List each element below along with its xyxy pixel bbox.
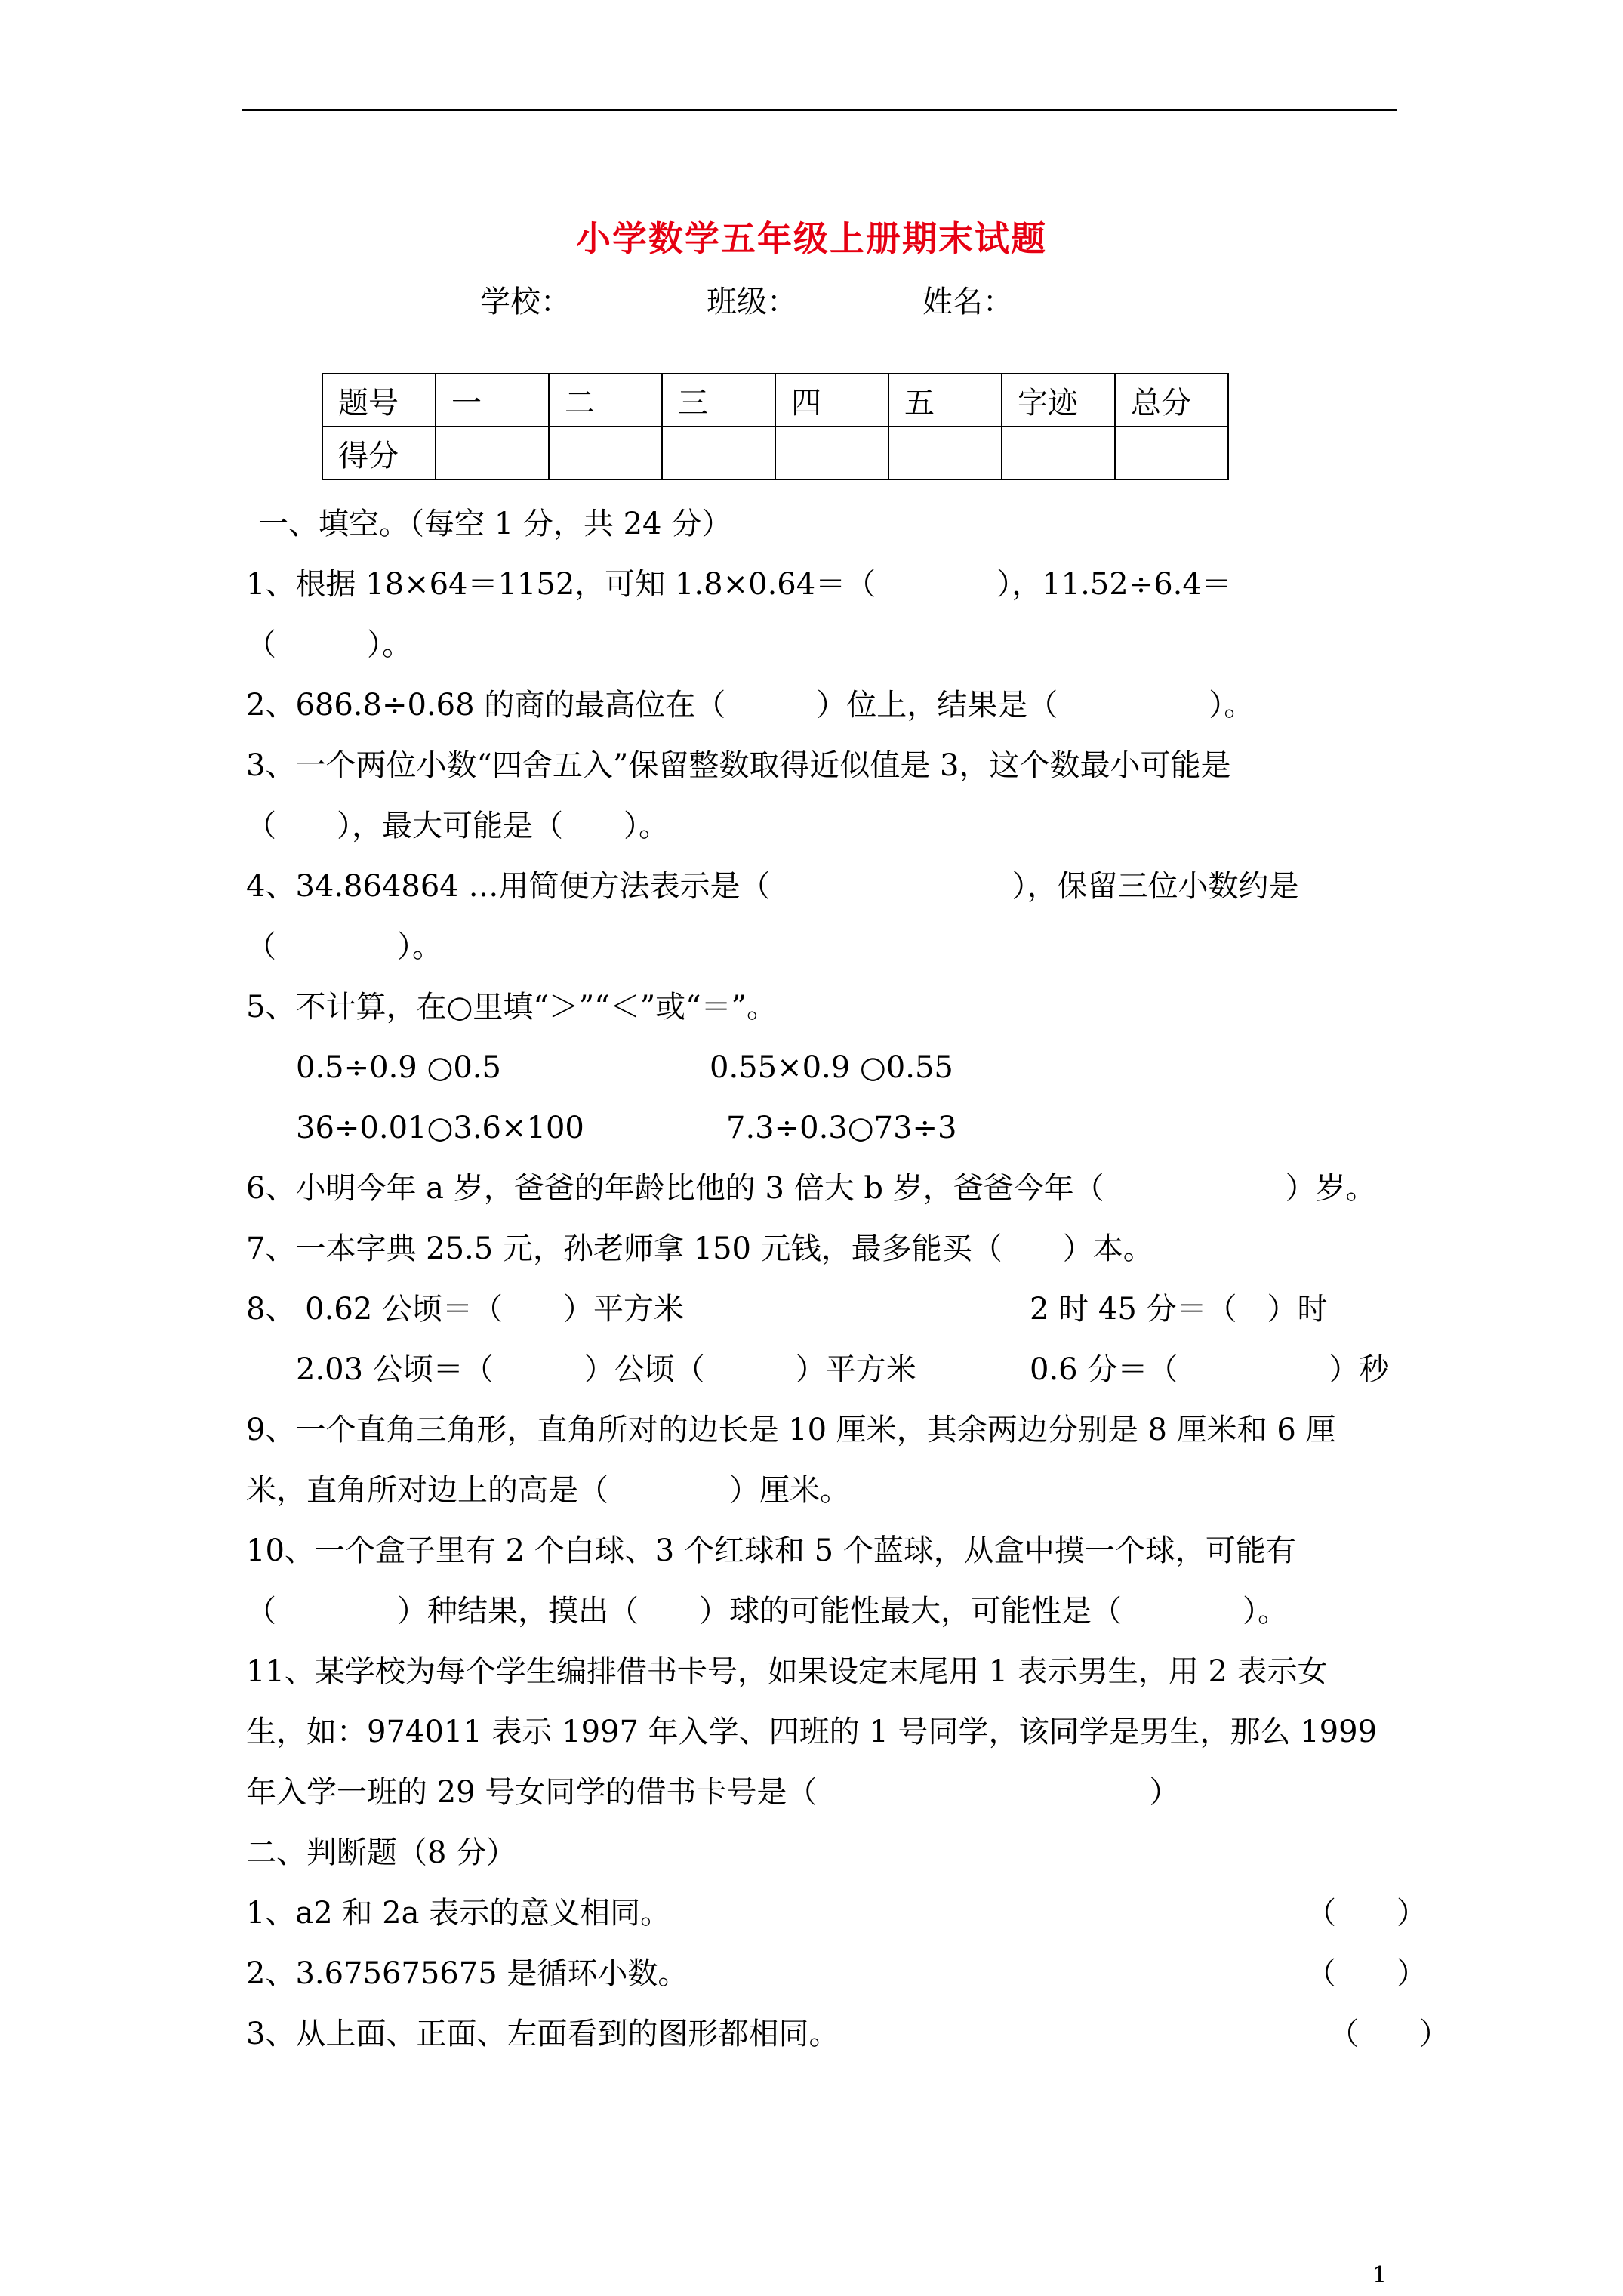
- judge-item-text: 2、3.675675675 是循环小数。: [246, 1956, 688, 1991]
- q9-line2: 米，直角所对边上的高是（ ）厘米。: [246, 1473, 850, 1508]
- q5-item: 0.5÷0.9 ○0.5: [296, 1050, 501, 1085]
- judge-answer-bracket[interactable]: （ ）: [1329, 2017, 1449, 2051]
- name-label: 姓名：: [922, 285, 1013, 319]
- class-label: 班级：: [707, 285, 797, 319]
- q5-item: 0.55×0.9 ○0.55: [710, 1050, 953, 1085]
- header-cell: 四: [775, 374, 888, 427]
- header-cell: 一: [436, 374, 549, 427]
- q8-part-b: 2 时 45 分＝（ ）时: [1030, 1292, 1328, 1327]
- row-label-cell: 得分: [322, 427, 436, 479]
- score-cell[interactable]: [775, 427, 888, 479]
- page-number: 1: [1372, 2262, 1387, 2288]
- header-cell: 三: [662, 374, 775, 427]
- score-cell[interactable]: [1002, 427, 1115, 479]
- judge-item-text: 3、从上面、正面、左面看到的图形都相同。: [246, 2017, 839, 2051]
- header-cell: 字迹: [1002, 374, 1115, 427]
- q11-line3: 年入学一班的 29 号女同学的借书卡号是（ ）: [246, 1775, 1180, 1810]
- q5-item: 36÷0.01○3.6×100: [296, 1111, 584, 1145]
- judge-item-text: 1、a2 和 2a 表示的意义相同。: [246, 1896, 671, 1931]
- q6: 6、小明今年 a 岁，爸爸的年龄比他的 3 倍大 b 岁，爸爸今年（ ）岁。: [246, 1171, 1376, 1206]
- score-cell[interactable]: [1115, 427, 1228, 479]
- q4-line1: 4、34.864864 …用简便方法表示是（ ），保留三位小数约是: [246, 869, 1299, 904]
- q5: 5、不计算，在○里填“＞”“＜”或“＝”。: [246, 990, 778, 1025]
- q1-line1: 1、根据 18×64＝1152，可知 1.8×0.64＝（ ），11.52÷6.4＝: [246, 567, 1232, 602]
- q5-item: 7.3÷0.3○73÷3: [726, 1111, 957, 1145]
- school-label: 学校：: [480, 285, 571, 319]
- score-table: [322, 373, 1229, 480]
- q11-line1: 11、某学校为每个学生编排借书卡号，如果设定末尾用 1 表示男生，用 2 表示女: [246, 1654, 1328, 1689]
- score-cell[interactable]: [662, 427, 775, 479]
- exam-title: 小学数学五年级上册期末试题: [576, 218, 1047, 259]
- header-cell: 二: [549, 374, 662, 427]
- q10-line2: （ ）种结果，摸出（ ）球的可能性最大，可能性是（ ）。: [246, 1594, 1288, 1629]
- q3-line1: 3、一个两位小数“四舍五入”保留整数取得近似值是 3，这个数最小可能是: [246, 748, 1231, 783]
- section2-heading: 二、判断题（8 分）: [246, 1835, 517, 1870]
- header-cell: 总分: [1115, 374, 1228, 427]
- q8-part-d: 0.6 分＝（ ）秒: [1030, 1352, 1390, 1387]
- judge-answer-bracket[interactable]: （ ）: [1306, 1956, 1427, 1991]
- q8-part-c: 2.03 公顷＝（ ）公顷（ ）平方米: [296, 1352, 916, 1387]
- q4-line2: （ ）。: [246, 929, 442, 964]
- q2: 2、686.8÷0.68 的商的最高位在（ ）位上，结果是（ ）。: [246, 688, 1255, 723]
- q1-line2: （ ）。: [246, 627, 412, 662]
- score-cell[interactable]: [888, 427, 1002, 479]
- header-cell: 五: [888, 374, 1002, 427]
- score-table-header-row: [322, 374, 1228, 427]
- judge-answer-bracket[interactable]: （ ）: [1306, 1896, 1427, 1931]
- section1-heading: 一、填空。（每空 1 分，共 24 分）: [258, 507, 732, 541]
- score-cell[interactable]: [436, 427, 549, 479]
- header-cell: 题号: [322, 374, 436, 427]
- q3-line2: （ ），最大可能是（ ）。: [246, 809, 669, 843]
- q9-line1: 9、一个直角三角形，直角所对的边长是 10 厘米，其余两边分别是 8 厘米和 6 厘: [246, 1413, 1336, 1447]
- q7: 7、一本字典 25.5 元，孙老师拿 150 元钱，最多能买（ ）本。: [246, 1231, 1153, 1266]
- q10-line1: 10、一个盒子里有 2 个白球、3 个红球和 5 个蓝球，从盒中摸一个球，可能有: [246, 1533, 1296, 1568]
- q8-part-a: 8、 0.62 公顷＝（ ）平方米: [246, 1292, 684, 1327]
- header-rule: [242, 109, 1397, 111]
- score-table-score-row: [322, 427, 1228, 479]
- score-cell[interactable]: [549, 427, 662, 479]
- q11-line2: 生，如：974011 表示 1997 年入学、四班的 1 号同学，该同学是男生，那么 1999: [246, 1715, 1378, 1749]
